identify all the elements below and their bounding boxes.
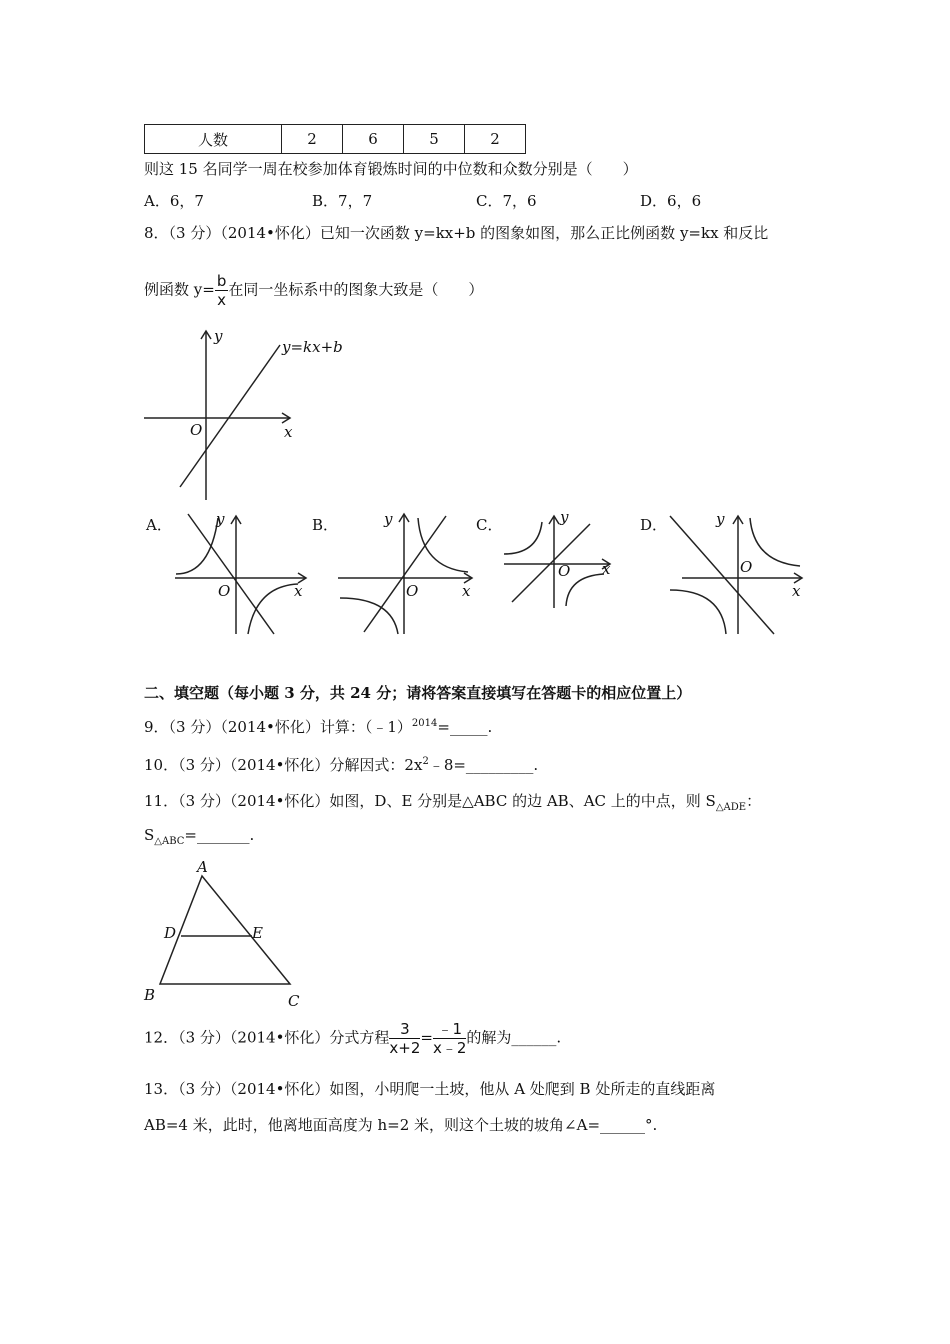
svg-text:x: x	[792, 582, 801, 600]
q7-option-d: D．6，6	[640, 192, 702, 210]
hyperbola-branch	[340, 598, 398, 634]
proportional-line	[188, 514, 274, 634]
table-cell: 6	[343, 125, 404, 154]
q9-exponent: 2014	[411, 718, 438, 729]
svg-text:y: y	[560, 508, 569, 526]
table-row	[145, 125, 526, 154]
q10-answer-blank: ﹣8=_________.	[428, 756, 539, 774]
q8-fraction	[215, 272, 229, 309]
q12-text: 12．（3 分）（2014•怀化）分式方程	[144, 1028, 390, 1047]
q11-text: 11．（3 分）（2014•怀化）如图，D、E 分别是△ABC 的边 AB、AC 上的中点，则 S	[144, 792, 716, 810]
svg-text:x: x	[462, 582, 471, 600]
data-table	[144, 124, 526, 154]
q12-equals: =	[420, 1028, 433, 1047]
q11-subscript: △ADE	[715, 802, 747, 813]
table-cell: 2	[282, 125, 343, 154]
q8-main-graph	[140, 325, 360, 505]
y-axis-label: y	[214, 327, 223, 345]
vertex-a-label: A	[197, 858, 208, 876]
q13-line1: 13．（3 分）（2014•怀化）如图，小明爬一土坡，他从 A 处爬到 B 处所走的直线距离	[144, 1080, 716, 1098]
fraction-numerator: 3	[389, 1020, 420, 1039]
fraction-denominator: x+2	[389, 1039, 421, 1057]
q7-option-a: A．6，7	[144, 192, 204, 210]
q11-triangle-figure	[140, 858, 310, 1008]
q12-fraction-2	[433, 1020, 466, 1057]
q7-option-c: C．7，6	[476, 192, 537, 210]
q11-subscript: △ABC	[154, 836, 185, 847]
q11-answer-blank: =_______.	[184, 826, 255, 844]
table-cell: 5	[404, 125, 465, 154]
q12-fraction-1	[389, 1020, 420, 1057]
origin-label: O	[190, 421, 203, 439]
vertex-c-label: C	[288, 992, 300, 1010]
svg-text:y: y	[384, 510, 393, 528]
fraction-numerator: b	[216, 272, 227, 290]
q12	[144, 1020, 561, 1057]
q10-text: 10．（3 分）（2014•怀化）分解因式：2x	[144, 756, 423, 774]
q8-option-a-graph	[170, 510, 315, 640]
table-cell: 人数	[145, 125, 282, 154]
q11-line1	[144, 790, 761, 813]
point-d-label: D	[164, 924, 177, 942]
q11-colon: ：	[746, 792, 762, 810]
svg-text:x: x	[294, 582, 303, 600]
hyperbola-branch	[504, 522, 542, 554]
q10-exponent: 2	[422, 756, 429, 767]
svg-text:y: y	[216, 510, 225, 528]
q9-text: 9．（3 分）（2014•怀化）计算：（﹣1）	[144, 718, 412, 736]
q8-option-b-label: B．	[312, 516, 339, 534]
q13-line2: AB=4 米，此时，他离地面高度为 h=2 米，则这个土坡的坡角∠A=______°.	[144, 1116, 658, 1134]
proportional-line	[512, 524, 590, 602]
svg-text:O: O	[406, 582, 419, 600]
q8-option-b-graph	[336, 510, 481, 640]
proportional-line	[364, 516, 446, 632]
q8-option-c-label: C．	[476, 516, 503, 534]
q12-answer-blank: 的解为______.	[466, 1028, 562, 1047]
x-axis-label: x	[284, 423, 293, 441]
q8-line2	[144, 272, 483, 309]
hyperbola-branch	[418, 518, 468, 572]
q8-line1: 8．（3 分）（2014•怀化）已知一次函数 y=kx+b 的图象如图，那么正比例函数 y=kx 和反比	[144, 224, 769, 242]
q9-answer-blank: =_____.	[437, 718, 493, 736]
hyperbola-branch	[670, 590, 726, 634]
q8-line2-pre: 例函数 y=	[144, 280, 215, 299]
q9	[144, 716, 492, 737]
line-label: y=kx+b	[282, 338, 343, 356]
q7-stem: 则这 15 名同学一周在校参加体育锻炼时间的中位数和众数分别是（ ）	[144, 160, 638, 178]
q8-option-d-graph	[666, 510, 811, 640]
triangle-abc	[160, 876, 290, 984]
hyperbola-branch	[566, 574, 604, 606]
fraction-denominator: x﹣2	[433, 1039, 467, 1057]
svg-text:O: O	[218, 582, 231, 600]
svg-text:O: O	[558, 562, 571, 580]
fraction-numerator: ﹣1	[433, 1020, 466, 1039]
q10	[144, 754, 538, 775]
svg-text:x: x	[602, 560, 611, 578]
q8-option-d-label: D．	[640, 516, 668, 534]
svg-text:O: O	[740, 558, 753, 576]
point-e-label: E	[252, 924, 263, 942]
table-cell: 2	[465, 125, 526, 154]
hyperbola-branch	[248, 584, 298, 634]
linear-function-line	[180, 345, 280, 487]
hyperbola-branch	[750, 518, 800, 566]
q8-option-a-label: A．	[146, 516, 172, 534]
vertex-b-label: B	[144, 986, 156, 1004]
q8-option-c-graph	[500, 510, 620, 610]
q11-line2	[144, 826, 254, 847]
q7-option-b: B．7，7	[312, 192, 373, 210]
q8-line2-post: 在同一坐标系中的图象大致是（ ）	[228, 280, 484, 299]
section-2-title: 二、填空题（每小题 3 分，共 24 分；请将答案直接填写在答题卡的相应位置上）	[144, 684, 692, 702]
svg-text:y: y	[716, 510, 725, 528]
fraction-denominator: x	[217, 291, 227, 309]
q11-text: S	[144, 826, 155, 844]
